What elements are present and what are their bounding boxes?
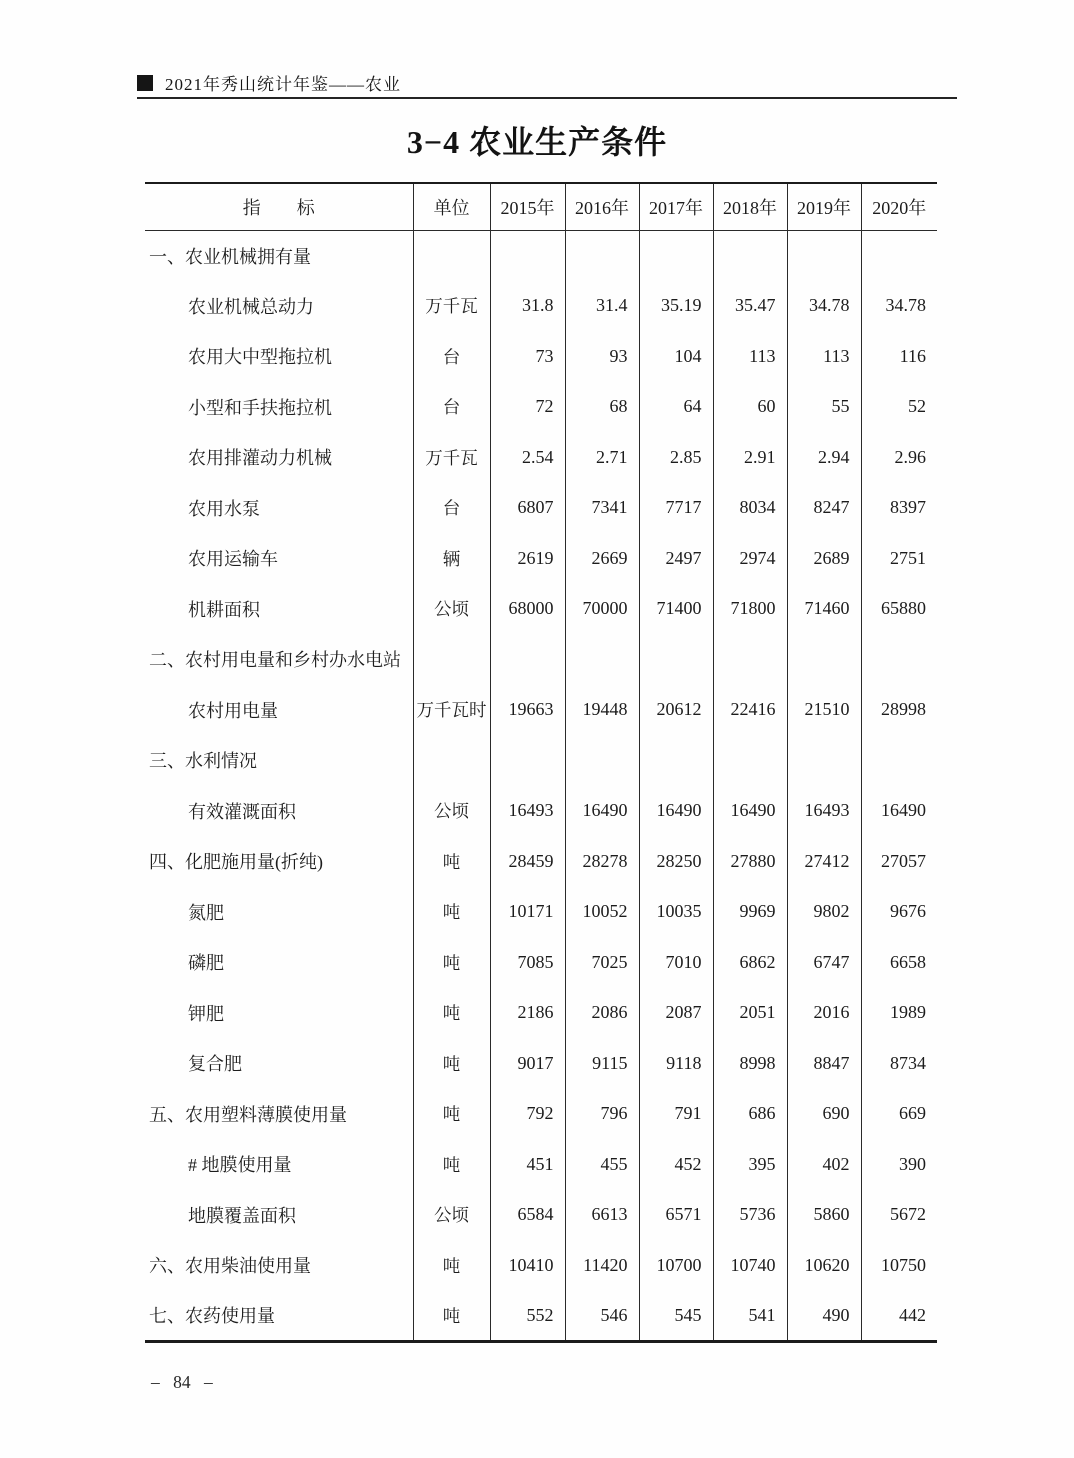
indicator-cell: 农用排灌动力机械 [188,448,332,469]
unit-cell: 吨 [413,1038,490,1089]
value-cell: 1989 [861,988,937,1039]
value-cell: 442 [861,1291,937,1342]
indicator-cell: 五、农用塑料薄膜使用量 [149,1104,347,1125]
unit-cell: 吨 [413,1139,490,1190]
col-header-2019: 2019年 [787,183,861,230]
value-cell: 5736 [713,1190,787,1241]
value-cell: 796 [565,1089,639,1140]
value-cell: 22416 [713,685,787,736]
value-cell: 19663 [490,685,565,736]
unit-cell: 万千瓦 [413,432,490,483]
value-cell: 9017 [490,1038,565,1089]
value-cell: 65880 [861,584,937,635]
table-row [145,786,937,837]
indicator-cell: # 地膜使用量 [188,1155,292,1176]
value-cell: 2087 [639,988,713,1039]
unit-cell: 吨 [413,1291,490,1342]
table-row [145,1291,937,1342]
value-cell: 690 [787,1089,861,1140]
value-cell: 20612 [639,685,713,736]
value-cell [713,230,787,281]
table-row [145,584,937,635]
unit-cell: 吨 [413,1089,490,1140]
value-cell [861,634,937,685]
indicator-cell: 农业机械总动力 [188,296,314,317]
value-cell: 27412 [787,836,861,887]
value-cell: 10750 [861,1240,937,1291]
value-cell: 52 [861,382,937,433]
value-cell: 2619 [490,533,565,584]
table-row [145,382,937,433]
value-cell: 2669 [565,533,639,584]
value-cell [713,634,787,685]
table-row [145,735,937,786]
value-cell [639,230,713,281]
col-header-unit: 单位 [413,183,490,230]
value-cell: 2.85 [639,432,713,483]
value-cell: 2497 [639,533,713,584]
value-cell: 16490 [713,786,787,837]
value-cell: 2.94 [787,432,861,483]
table-row [145,1240,937,1291]
value-cell: 60 [713,382,787,433]
value-cell: 116 [861,331,937,382]
value-cell: 28459 [490,836,565,887]
value-cell: 7717 [639,483,713,534]
unit-cell: 吨 [413,988,490,1039]
unit-cell: 辆 [413,533,490,584]
value-cell: 9118 [639,1038,713,1089]
page-title: 3−4 农业生产条件 [406,124,668,160]
table-row [145,988,937,1039]
value-cell: 55 [787,382,861,433]
value-cell [787,230,861,281]
value-cell: 68000 [490,584,565,635]
table-row [145,281,937,332]
value-cell [861,735,937,786]
value-cell: 6658 [861,937,937,988]
unit-cell: 台 [413,331,490,382]
value-cell: 104 [639,331,713,382]
indicator-cell: 七、农药使用量 [149,1306,275,1326]
value-cell: 8034 [713,483,787,534]
value-cell: 2689 [787,533,861,584]
value-cell: 10171 [490,887,565,938]
value-cell: 792 [490,1089,565,1140]
indicator-cell: 农用大中型拖拉机 [188,347,332,368]
value-cell: 2.54 [490,432,565,483]
value-cell: 31.4 [565,281,639,332]
production-conditions-table [145,182,937,1343]
unit-cell [413,634,490,685]
value-cell: 10740 [713,1240,787,1291]
table-row [145,937,937,988]
value-cell: 70000 [565,584,639,635]
indicator-cell: 机耕面积 [188,599,260,620]
page-header [137,70,957,95]
unit-cell: 吨 [413,1240,490,1291]
value-cell: 9969 [713,887,787,938]
value-cell: 28250 [639,836,713,887]
unit-cell: 吨 [413,937,490,988]
indicator-cell: 小型和手扶拖拉机 [188,397,332,418]
col-header-indicator: 指 标 [145,183,413,230]
indicator-cell: 钾肥 [188,1003,224,1024]
value-cell: 6571 [639,1190,713,1241]
indicator-cell: 四、化肥施用量(折纯) [149,852,323,873]
value-cell: 6807 [490,483,565,534]
value-cell: 2974 [713,533,787,584]
value-cell: 669 [861,1089,937,1140]
value-cell: 2751 [861,533,937,584]
unit-cell: 台 [413,483,490,534]
unit-cell [413,230,490,281]
value-cell [639,735,713,786]
indicator-cell: 三、水利情况 [149,751,257,772]
unit-cell: 公顷 [413,584,490,635]
col-header-2020: 2020年 [861,183,937,230]
page-number: – 84 – [151,1372,213,1392]
value-cell: 546 [565,1291,639,1342]
table-row [145,432,937,483]
value-cell: 7085 [490,937,565,988]
value-cell: 34.78 [861,281,937,332]
value-cell: 6584 [490,1190,565,1241]
indicator-cell: 农用水泵 [188,498,260,519]
value-cell: 71800 [713,584,787,635]
unit-cell: 台 [413,382,490,433]
indicator-cell: 一、农业机械拥有量 [149,246,311,267]
value-cell: 27880 [713,836,787,887]
value-cell: 113 [713,331,787,382]
value-cell: 686 [713,1089,787,1140]
value-cell [565,735,639,786]
indicator-cell: 地膜覆盖面积 [188,1205,296,1226]
value-cell: 545 [639,1291,713,1342]
table-row [145,634,937,685]
value-cell: 6747 [787,937,861,988]
unit-cell: 公顷 [413,1190,490,1241]
table-row [145,533,937,584]
value-cell: 7025 [565,937,639,988]
value-cell: 10052 [565,887,639,938]
value-cell: 2186 [490,988,565,1039]
value-cell: 8734 [861,1038,937,1089]
table-row [145,331,937,382]
value-cell: 9115 [565,1038,639,1089]
value-cell: 93 [565,331,639,382]
indicator-cell: 氮肥 [188,902,224,923]
value-cell: 8847 [787,1038,861,1089]
value-cell: 28278 [565,836,639,887]
value-cell: 791 [639,1089,713,1140]
value-cell: 6862 [713,937,787,988]
value-cell [565,634,639,685]
table-row [145,1139,937,1190]
value-cell: 402 [787,1139,861,1190]
value-cell: 2.71 [565,432,639,483]
value-cell: 31.8 [490,281,565,332]
value-cell: 8998 [713,1038,787,1089]
value-cell: 113 [787,331,861,382]
value-cell: 16490 [861,786,937,837]
unit-cell: 公顷 [413,786,490,837]
value-cell: 7341 [565,483,639,534]
value-cell: 64 [639,382,713,433]
value-cell: 35.19 [639,281,713,332]
value-cell: 552 [490,1291,565,1342]
value-cell: 2086 [565,988,639,1039]
unit-cell: 吨 [413,836,490,887]
value-cell: 390 [861,1139,937,1190]
value-cell [713,735,787,786]
value-cell: 2.96 [861,432,937,483]
unit-cell: 万千瓦时 [413,685,490,736]
value-cell: 541 [713,1291,787,1342]
unit-cell: 万千瓦 [413,281,490,332]
table-row [145,1038,937,1089]
value-cell: 10700 [639,1240,713,1291]
value-cell: 16493 [787,786,861,837]
value-cell: 35.47 [713,281,787,332]
value-cell: 5672 [861,1190,937,1241]
value-cell: 27057 [861,836,937,887]
value-cell: 8397 [861,483,937,534]
table-row [145,836,937,887]
value-cell [490,230,565,281]
table-row [145,1190,937,1241]
value-cell [565,230,639,281]
value-cell: 451 [490,1139,565,1190]
value-cell: 71460 [787,584,861,635]
value-cell: 16490 [639,786,713,837]
value-cell: 8247 [787,483,861,534]
value-cell: 10035 [639,887,713,938]
square-marker-icon [137,75,153,91]
value-cell: 10620 [787,1240,861,1291]
value-cell: 16493 [490,786,565,837]
table-row [145,1089,937,1140]
table-row [145,685,937,736]
value-cell: 21510 [787,685,861,736]
value-cell: 28998 [861,685,937,736]
value-cell: 68 [565,382,639,433]
indicator-cell: 农村用电量 [188,700,278,721]
value-cell [787,634,861,685]
value-cell: 71400 [639,584,713,635]
value-cell: 72 [490,382,565,433]
value-cell: 2.91 [713,432,787,483]
value-cell: 455 [565,1139,639,1190]
value-cell: 7010 [639,937,713,988]
value-cell: 5860 [787,1190,861,1241]
unit-cell: 吨 [413,887,490,938]
value-cell [861,230,937,281]
table-row [145,230,937,281]
table-row [145,483,937,534]
table-body [145,230,937,1341]
value-cell: 9676 [861,887,937,938]
value-cell: 2051 [713,988,787,1039]
value-cell [639,634,713,685]
indicator-cell: 磷肥 [188,953,224,974]
value-cell [787,735,861,786]
table-header-row [145,183,937,230]
col-header-2016: 2016年 [565,183,639,230]
value-cell [490,735,565,786]
value-cell: 2016 [787,988,861,1039]
value-cell: 6613 [565,1190,639,1241]
col-header-2018: 2018年 [713,183,787,230]
value-cell: 9802 [787,887,861,938]
value-cell: 10410 [490,1240,565,1291]
table-row [145,887,937,938]
header-rule [137,97,957,99]
indicator-cell: 六、农用柴油使用量 [149,1256,311,1277]
value-cell: 34.78 [787,281,861,332]
value-cell: 452 [639,1139,713,1190]
indicator-cell: 农用运输车 [188,549,278,570]
header-breadcrumb: 2021年秀山统计年鉴——农业 [165,75,401,94]
indicator-cell: 二、农村用电量和乡村办水电站 [149,650,401,671]
value-cell [490,634,565,685]
indicator-cell: 复合肥 [188,1054,242,1075]
value-cell: 73 [490,331,565,382]
value-cell: 490 [787,1291,861,1342]
value-cell: 16490 [565,786,639,837]
col-header-2015: 2015年 [490,183,565,230]
indicator-cell: 有效灌溉面积 [188,801,296,822]
value-cell: 11420 [565,1240,639,1291]
value-cell: 395 [713,1139,787,1190]
col-header-2017: 2017年 [639,183,713,230]
value-cell: 19448 [565,685,639,736]
unit-cell [413,735,490,786]
